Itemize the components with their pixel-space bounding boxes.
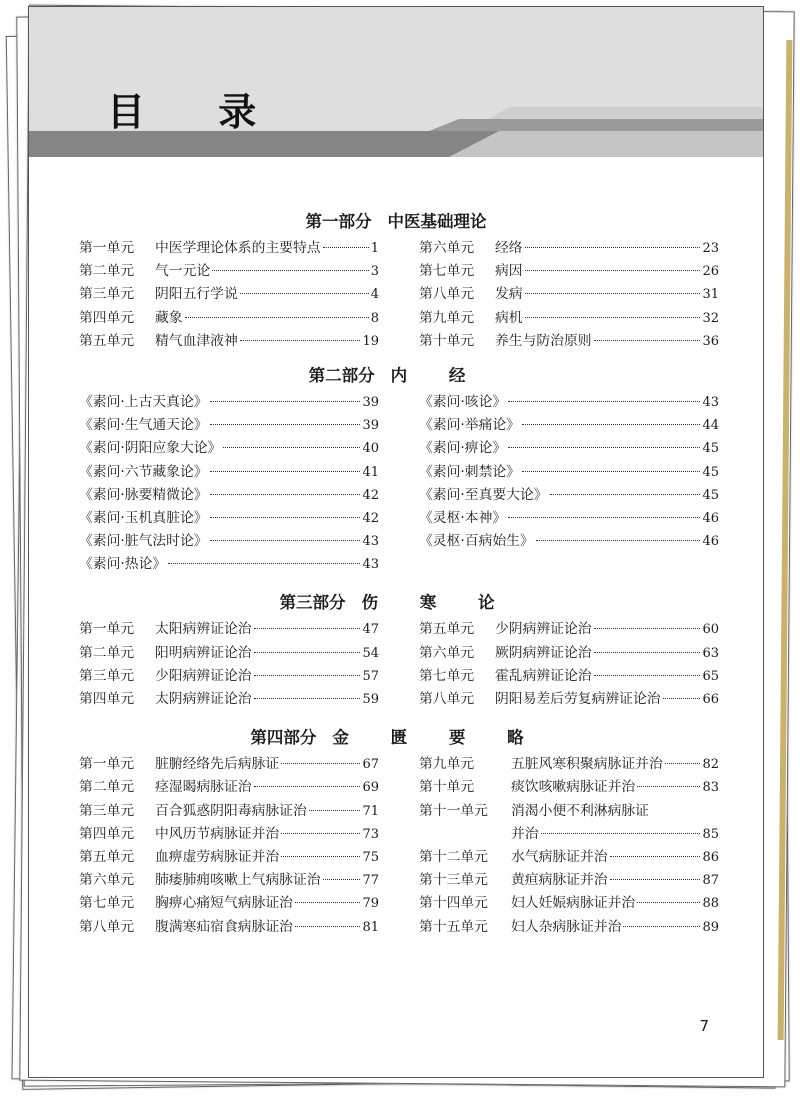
toc-entry[interactable] xyxy=(419,618,719,641)
dot-leader xyxy=(637,786,700,787)
toc-entry[interactable] xyxy=(79,437,379,460)
toc-entry[interactable] xyxy=(79,618,379,641)
toc-entry-title: 阳明病辨证论治 xyxy=(155,644,252,661)
toc-entry[interactable] xyxy=(79,642,379,665)
toc-entry-title: 经络 xyxy=(495,240,523,256)
toc-entry-unit: 第十四单元 xyxy=(419,895,488,912)
dot-leader xyxy=(254,675,361,676)
toc-entry-title: 太阴病辨证论治 xyxy=(155,691,252,707)
dot-leader xyxy=(295,902,360,903)
toc-entry-page: 31 xyxy=(702,287,719,303)
toc-entry[interactable] xyxy=(419,665,719,688)
toc-entry-page: 40 xyxy=(362,441,379,457)
toc-entry[interactable] xyxy=(419,461,719,484)
toc-entry[interactable] xyxy=(79,530,379,553)
toc-entry-unit: 第一单元 xyxy=(79,756,135,773)
toc-entry[interactable] xyxy=(419,846,719,869)
toc-entry-title: 《素问·刺禁论》 xyxy=(419,463,520,480)
dot-leader xyxy=(254,652,361,653)
toc-entry[interactable] xyxy=(79,484,379,507)
toc-entry-unit: 第二单元 xyxy=(79,263,135,280)
toc-entry-title: 少阳病辨证论治 xyxy=(155,667,252,684)
toc-entry[interactable] xyxy=(79,507,379,530)
toc-entry-title: 气一元论 xyxy=(155,263,211,280)
toc-entry[interactable] xyxy=(419,283,719,306)
toc-entry-page: 75 xyxy=(362,849,379,865)
toc-entry-title: 精气血津液神 xyxy=(155,332,238,349)
dot-leader xyxy=(594,340,701,341)
toc-entry-unit: 第十二单元 xyxy=(419,848,488,865)
dot-leader xyxy=(240,340,361,341)
dot-leader xyxy=(623,926,700,927)
toc-entry[interactable] xyxy=(79,800,379,823)
toc-columns xyxy=(29,753,763,939)
dot-leader xyxy=(525,317,701,318)
toc-entry-title: 阴阳易差后劳复病辨证论治 xyxy=(495,691,661,707)
part-number: 第二部分 xyxy=(308,365,375,385)
toc-entry[interactable] xyxy=(79,916,379,939)
dot-leader xyxy=(210,424,361,425)
toc-entry-unit: 第八单元 xyxy=(419,691,475,707)
toc-entry-title: 肺痿肺痈咳嗽上气病脉证治 xyxy=(155,872,321,889)
dot-leader xyxy=(210,471,361,472)
toc-entry[interactable] xyxy=(419,307,719,330)
dot-leader xyxy=(295,926,360,927)
toc-entry-title: 黄疸病脉证并治 xyxy=(511,872,608,889)
toc-entry-title: 少阴病辨证论治 xyxy=(495,621,592,638)
toc-entry-page: 19 xyxy=(362,333,379,349)
toc-entry-title: 《灵枢·本神》 xyxy=(419,509,507,526)
dot-leader xyxy=(210,540,361,541)
toc-entry[interactable] xyxy=(79,391,379,414)
dot-leader xyxy=(309,810,361,811)
dot-leader xyxy=(281,833,360,834)
toc-entry[interactable] xyxy=(419,507,719,530)
toc-entry-unit: 第一单元 xyxy=(79,621,135,638)
dot-leader xyxy=(541,833,701,834)
toc-column-left xyxy=(79,237,379,353)
part-name: 内 经 xyxy=(390,365,484,385)
dot-leader xyxy=(281,856,360,857)
toc-entry-page: 59 xyxy=(362,692,379,707)
dot-leader xyxy=(254,698,361,699)
toc-entry-page: 82 xyxy=(702,757,719,773)
toc-part-2 xyxy=(29,361,763,577)
toc-entry-page: 32 xyxy=(702,310,719,326)
toc-entry-title: 藏象 xyxy=(155,309,183,326)
toc-entry[interactable] xyxy=(79,330,379,353)
toc-entry[interactable] xyxy=(79,846,379,869)
toc-entry-page: 46 xyxy=(702,510,719,526)
toc-entry-page: 43 xyxy=(702,394,719,410)
toc-column-right xyxy=(419,753,719,939)
toc-entry[interactable] xyxy=(419,916,719,939)
toc-entry[interactable] xyxy=(79,869,379,892)
toc-entry-page: 46 xyxy=(702,534,719,550)
toc-entry-page: 65 xyxy=(702,668,719,684)
toc-entry-title: 《素问·咳论》 xyxy=(419,393,507,410)
toc-entry-unit: 第四单元 xyxy=(79,309,135,326)
dot-leader xyxy=(240,293,369,294)
toc-entry-page: 44 xyxy=(702,418,719,434)
toc-part-1 xyxy=(29,207,763,353)
dot-leader xyxy=(210,494,361,495)
part-title xyxy=(29,361,763,391)
toc-entry-unit: 第一单元 xyxy=(79,240,135,256)
toc-entry-title: 胸痹心痛短气病脉证治 xyxy=(155,895,293,912)
toc-entry-title: 痉湿暍病脉证治 xyxy=(155,779,252,796)
toc-entry[interactable] xyxy=(419,823,719,846)
toc-entry-title: 脏腑经络先后病脉证 xyxy=(155,756,280,773)
toc-entry-page: 69 xyxy=(362,780,379,796)
toc-entry[interactable] xyxy=(419,414,719,437)
toc-entry-page: 73 xyxy=(362,826,379,842)
toc-entry[interactable] xyxy=(419,800,719,823)
toc-entry-title: 阴阳五行学说 xyxy=(155,286,238,303)
toc-entry-page: 60 xyxy=(702,622,719,638)
toc-column-right xyxy=(419,237,719,353)
toc-entry-title: 《素问·举痛论》 xyxy=(419,417,520,434)
toc-entry-title: 养生与防治原则 xyxy=(495,332,592,349)
toc-entry-page: 39 xyxy=(362,394,379,410)
toc-entry[interactable] xyxy=(419,776,719,799)
toc-entry[interactable] xyxy=(419,391,719,414)
toc-page xyxy=(28,6,764,1078)
toc-entry-page: 23 xyxy=(702,241,719,256)
toc-entry[interactable] xyxy=(79,307,379,330)
toc-columns xyxy=(29,391,763,577)
header-stripe xyxy=(429,119,764,131)
toc-entry[interactable] xyxy=(419,688,719,711)
dot-leader xyxy=(550,494,701,495)
toc-part-4 xyxy=(29,723,763,939)
toc-entry-unit: 第五单元 xyxy=(79,332,135,349)
toc-entry-title: 发病 xyxy=(495,286,523,303)
toc-entry[interactable] xyxy=(419,642,719,665)
toc-entry[interactable] xyxy=(419,869,719,892)
toc-entry[interactable] xyxy=(419,237,719,260)
toc-entry-page: 39 xyxy=(362,418,379,434)
toc-entry-unit: 第七单元 xyxy=(79,895,135,912)
toc-entry-unit: 第六单元 xyxy=(419,644,475,661)
toc-entry-title: 霍乱病辨证论治 xyxy=(495,667,592,684)
part-title xyxy=(29,723,763,753)
toc-part-3 xyxy=(29,588,763,711)
dot-leader xyxy=(323,879,361,880)
dot-leader xyxy=(210,401,361,402)
toc-entry[interactable] xyxy=(79,414,379,437)
toc-entry-page: 83 xyxy=(702,780,719,796)
toc-entry-page: 54 xyxy=(362,645,379,661)
toc-columns xyxy=(29,237,763,353)
toc-entry-title: 《素问·脉要精微论》 xyxy=(79,486,208,503)
toc-column-right xyxy=(419,618,719,711)
dot-leader xyxy=(594,628,701,629)
dot-leader xyxy=(323,247,369,248)
dot-leader xyxy=(594,675,701,676)
toc-entry[interactable] xyxy=(419,330,719,353)
dot-leader xyxy=(610,879,701,880)
toc-entry-page: 42 xyxy=(362,510,379,526)
toc-entry[interactable] xyxy=(79,283,379,306)
dot-leader xyxy=(212,270,369,271)
toc-entry-unit: 第四单元 xyxy=(79,825,135,842)
toc-entry-title: 《素问·六节藏象论》 xyxy=(79,463,208,480)
toc-entry-title: 中风历节病脉证并治 xyxy=(155,825,280,842)
toc-entry[interactable] xyxy=(79,260,379,283)
toc-entry[interactable] xyxy=(419,437,719,460)
part-name: 中医基础理论 xyxy=(387,212,487,231)
toc-entry-title: 妇人杂病脉证并治 xyxy=(511,918,622,935)
toc-entry-page: 86 xyxy=(702,849,719,865)
toc-entry-page: 26 xyxy=(702,264,719,280)
toc-entry-title: 病机 xyxy=(495,309,523,326)
toc-entry-page: 57 xyxy=(362,668,379,684)
toc-entry-title: 五脏风寒积聚病脉证并治 xyxy=(511,756,663,773)
toc-entry-title: 中医学理论体系的主要特点 xyxy=(155,240,321,256)
dot-leader xyxy=(168,563,360,564)
toc-entry[interactable] xyxy=(79,823,379,846)
dot-leader xyxy=(536,540,701,541)
toc-entry-title: 太阳病辨证论治 xyxy=(155,621,252,638)
toc-entry-unit: 第二单元 xyxy=(79,779,135,796)
dot-leader xyxy=(254,786,361,787)
toc-entry-title: 消渴小便不利淋病脉证 xyxy=(511,802,649,819)
toc-entry-page: 45 xyxy=(702,441,719,457)
toc-entry-unit: 第七单元 xyxy=(419,667,475,684)
dot-leader xyxy=(522,424,700,425)
toc-entry-page: 43 xyxy=(362,557,379,573)
dot-leader xyxy=(665,763,701,764)
part-name: 金 匮 要 略 xyxy=(332,728,542,748)
table-of-contents xyxy=(29,207,763,939)
dot-leader xyxy=(637,902,700,903)
toc-entry-title: 痰饮咳嗽病脉证并治 xyxy=(511,779,636,796)
part-number: 第一部分 xyxy=(305,212,372,231)
dot-leader xyxy=(254,628,361,629)
dot-leader xyxy=(522,471,700,472)
part-title xyxy=(29,588,763,618)
toc-entry-page: 79 xyxy=(362,896,379,912)
toc-entry[interactable] xyxy=(79,892,379,915)
toc-entry[interactable] xyxy=(79,553,379,576)
toc-entry-page: 4 xyxy=(370,287,379,303)
toc-entry-title: 水气病脉证并治 xyxy=(511,848,608,865)
dot-leader xyxy=(281,763,360,764)
toc-entry-page: 47 xyxy=(362,622,379,638)
toc-entry-unit: 第三单元 xyxy=(79,667,135,684)
toc-entry-title: 百合狐惑阴阳毒病脉证治 xyxy=(155,802,307,819)
toc-entry[interactable] xyxy=(419,892,719,915)
toc-entry-unit: 第十单元 xyxy=(419,779,475,796)
toc-entry-unit: 第六单元 xyxy=(79,872,135,889)
toc-entry-unit: 第五单元 xyxy=(419,621,475,638)
toc-entry-page: 87 xyxy=(702,873,719,889)
dot-leader xyxy=(525,293,701,294)
dot-leader xyxy=(663,698,701,699)
toc-entry-page: 71 xyxy=(362,803,379,819)
toc-entry-title: 《素问·生气通天论》 xyxy=(79,417,208,434)
toc-entry-unit: 第三单元 xyxy=(79,286,135,303)
toc-entry-title: 《素问·至真要大论》 xyxy=(419,486,548,503)
toc-entry-page: 67 xyxy=(362,757,379,773)
toc-column-left xyxy=(79,391,379,577)
toc-entry-page: 85 xyxy=(702,826,719,842)
toc-entry[interactable] xyxy=(79,688,379,711)
toc-entry-unit: 第二单元 xyxy=(79,644,135,661)
toc-entry-title: 《素问·玉机真脏论》 xyxy=(79,509,208,526)
toc-entry-title: 厥阴病辨证论治 xyxy=(495,644,592,661)
toc-entry-page: 89 xyxy=(702,919,719,935)
toc-entry-title: 《灵枢·百病始生》 xyxy=(419,533,534,550)
dot-leader xyxy=(210,517,361,518)
toc-entry-page: 36 xyxy=(702,333,719,349)
part-number: 第三部分 xyxy=(279,593,346,613)
toc-column-left xyxy=(79,618,379,711)
dot-leader xyxy=(223,447,360,448)
toc-entry-unit: 第八单元 xyxy=(79,918,135,935)
toc-entry-page: 63 xyxy=(702,645,719,661)
dot-leader xyxy=(185,317,369,318)
toc-entry-page: 81 xyxy=(362,919,379,935)
toc-entry-unit: 第十单元 xyxy=(419,332,475,349)
toc-entry-unit: 第九单元 xyxy=(419,309,475,326)
header-stripe xyxy=(449,131,764,157)
page-title: 目 录 xyxy=(107,90,287,134)
toc-entry-title: 《素问·上古天真论》 xyxy=(79,393,208,410)
dot-leader xyxy=(508,447,700,448)
toc-entry[interactable] xyxy=(419,753,719,776)
toc-entry[interactable] xyxy=(419,260,719,283)
toc-entry[interactable] xyxy=(419,530,719,553)
toc-columns xyxy=(29,618,763,711)
dot-leader xyxy=(525,247,701,248)
dot-leader xyxy=(594,652,701,653)
toc-entry[interactable] xyxy=(419,484,719,507)
part-number: 第四部分 xyxy=(250,728,317,748)
toc-entry-unit: 第五单元 xyxy=(79,848,135,865)
toc-entry-title: 《素问·热论》 xyxy=(79,556,167,573)
toc-entry[interactable] xyxy=(79,461,379,484)
toc-entry-title: 腹满寒疝宿食病脉证治 xyxy=(155,918,293,935)
toc-column-right xyxy=(419,391,719,577)
dot-leader xyxy=(525,270,701,271)
toc-entry-page: 66 xyxy=(702,692,719,707)
part-name: 伤 寒 论 xyxy=(361,593,513,613)
toc-entry-page: 3 xyxy=(370,264,379,280)
part-title xyxy=(29,207,763,237)
toc-entry-title: 《素问·脏气法时论》 xyxy=(79,533,208,550)
toc-entry[interactable] xyxy=(79,753,379,776)
toc-entry-title: 《素问·痹论》 xyxy=(419,440,507,457)
toc-entry-unit: 第十五单元 xyxy=(419,918,488,935)
dot-leader xyxy=(610,856,701,857)
toc-entry-page: 1 xyxy=(370,241,379,256)
dot-leader xyxy=(508,401,700,402)
toc-entry-title: 并治 xyxy=(511,825,539,842)
toc-entry-unit: 第六单元 xyxy=(419,240,475,256)
toc-entry-unit: 第十三单元 xyxy=(419,872,488,889)
header-stripe xyxy=(489,107,764,119)
toc-entry-page: 88 xyxy=(702,896,719,912)
toc-entry-unit: 第三单元 xyxy=(79,802,135,819)
dot-leader xyxy=(508,517,700,518)
toc-entry-unit: 第四单元 xyxy=(79,691,135,707)
toc-column-left xyxy=(79,753,379,939)
toc-entry-title: 《素问·阴阳应象大论》 xyxy=(79,440,222,457)
toc-entry[interactable] xyxy=(79,665,379,688)
toc-entry-unit: 第七单元 xyxy=(419,263,475,280)
toc-entry-page: 42 xyxy=(362,487,379,503)
toc-entry-title: 病因 xyxy=(495,263,523,280)
toc-entry-page: 77 xyxy=(362,873,379,889)
toc-entry-page: 8 xyxy=(370,310,379,326)
toc-entry-unit: 第十一单元 xyxy=(419,802,488,819)
toc-entry-title: 血痹虚劳病脉证并治 xyxy=(155,848,280,865)
toc-entry-title: 妇人妊娠病脉证并治 xyxy=(511,895,636,912)
page-number: 7 xyxy=(699,1017,709,1035)
toc-entry[interactable] xyxy=(79,237,379,260)
toc-entry-page: 41 xyxy=(362,464,379,480)
toc-entry-unit: 第九单元 xyxy=(419,756,475,773)
toc-entry-page: 45 xyxy=(702,487,719,503)
toc-entry-page: 45 xyxy=(702,464,719,480)
toc-entry-page: 43 xyxy=(362,534,379,550)
toc-entry[interactable] xyxy=(79,776,379,799)
toc-entry-unit: 第八单元 xyxy=(419,286,475,303)
